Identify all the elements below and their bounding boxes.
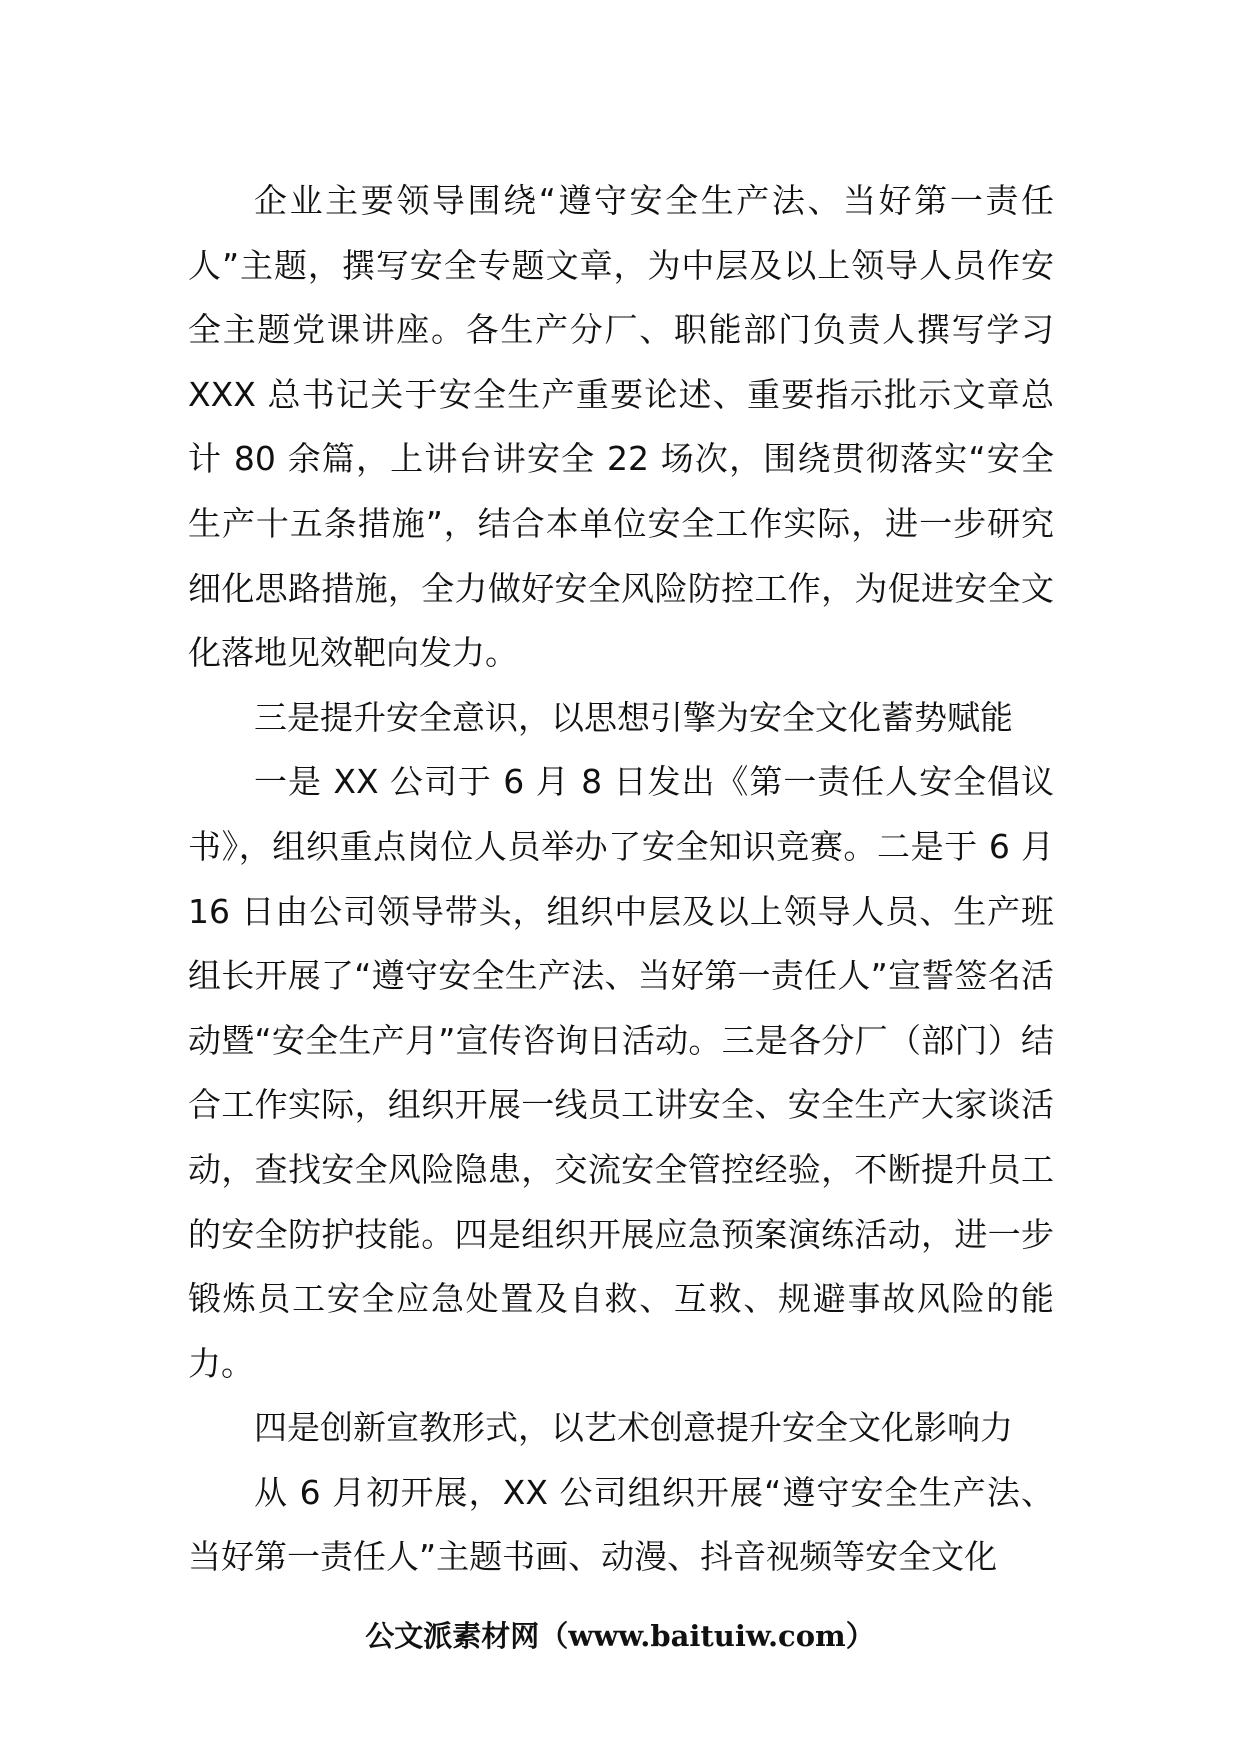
document-body (188, 169, 1054, 1590)
section-heading-innovation: 四是创新宣教形式，以艺术创意提升安全文化影响力 (254, 1408, 1013, 1448)
paragraph-art-campaign: 从 6 月初开展，XX 公司组织开展“遵守安全生产法、当好第一责任人”主题书画、动漫、抖音视频等安全文化 (188, 1472, 1054, 1577)
section-heading-safety-awareness: 三是提升安全意识，以思想引擎为安全文化蓄势赋能 (254, 697, 1013, 737)
paragraph-leadership-articles: 企业主要领导围绕“遵守安全生产法、当好第一责任人”主题，撰写安全专题文章，为中层及以上领导人员作安全主题党课讲座。各生产分厂、职能部门负责人撰写学习 XXX 总书记关于安全生产重要论述、重要指示批示文章总计 80 余篇，上讲台讲安全 22 场次，围绕贯彻落实“安全生产十五条措施”，结合本单位安全工作实际，进一步研究细化思路措施，全力做好安全风险防控工作，为促进安全文化落地见效靶向发力。 (188, 181, 1054, 673)
footer-source-credit: 公文派素材网（www.baituiw.com） (365, 1619, 875, 1653)
paragraph-safety-activities: 一是 XX 公司于 6 月 8 日发出《第一责任人安全倡议书》，组织重点岗位人员举办了安全知识竞赛。二是于 6 月 16 日由公司领导带头，组织中层及以上领导人员、生产班组长开展了“遵守安全生产法、当好第一责任人”宣誓签名活动暨“安全生产月”宣传咨询日活动。三是各分厂（部门）结合工作实际，组织开展一线员工讲安全、安全生产大家谈活动，查找安全风险隐患，交流安全管控经验，不断提升员工的安全防护技能。四是组织开展应急预案演练活动，进一步锻炼员工安全应急处置及自救、互救、规避事故风险的能力。 (188, 762, 1054, 1383)
